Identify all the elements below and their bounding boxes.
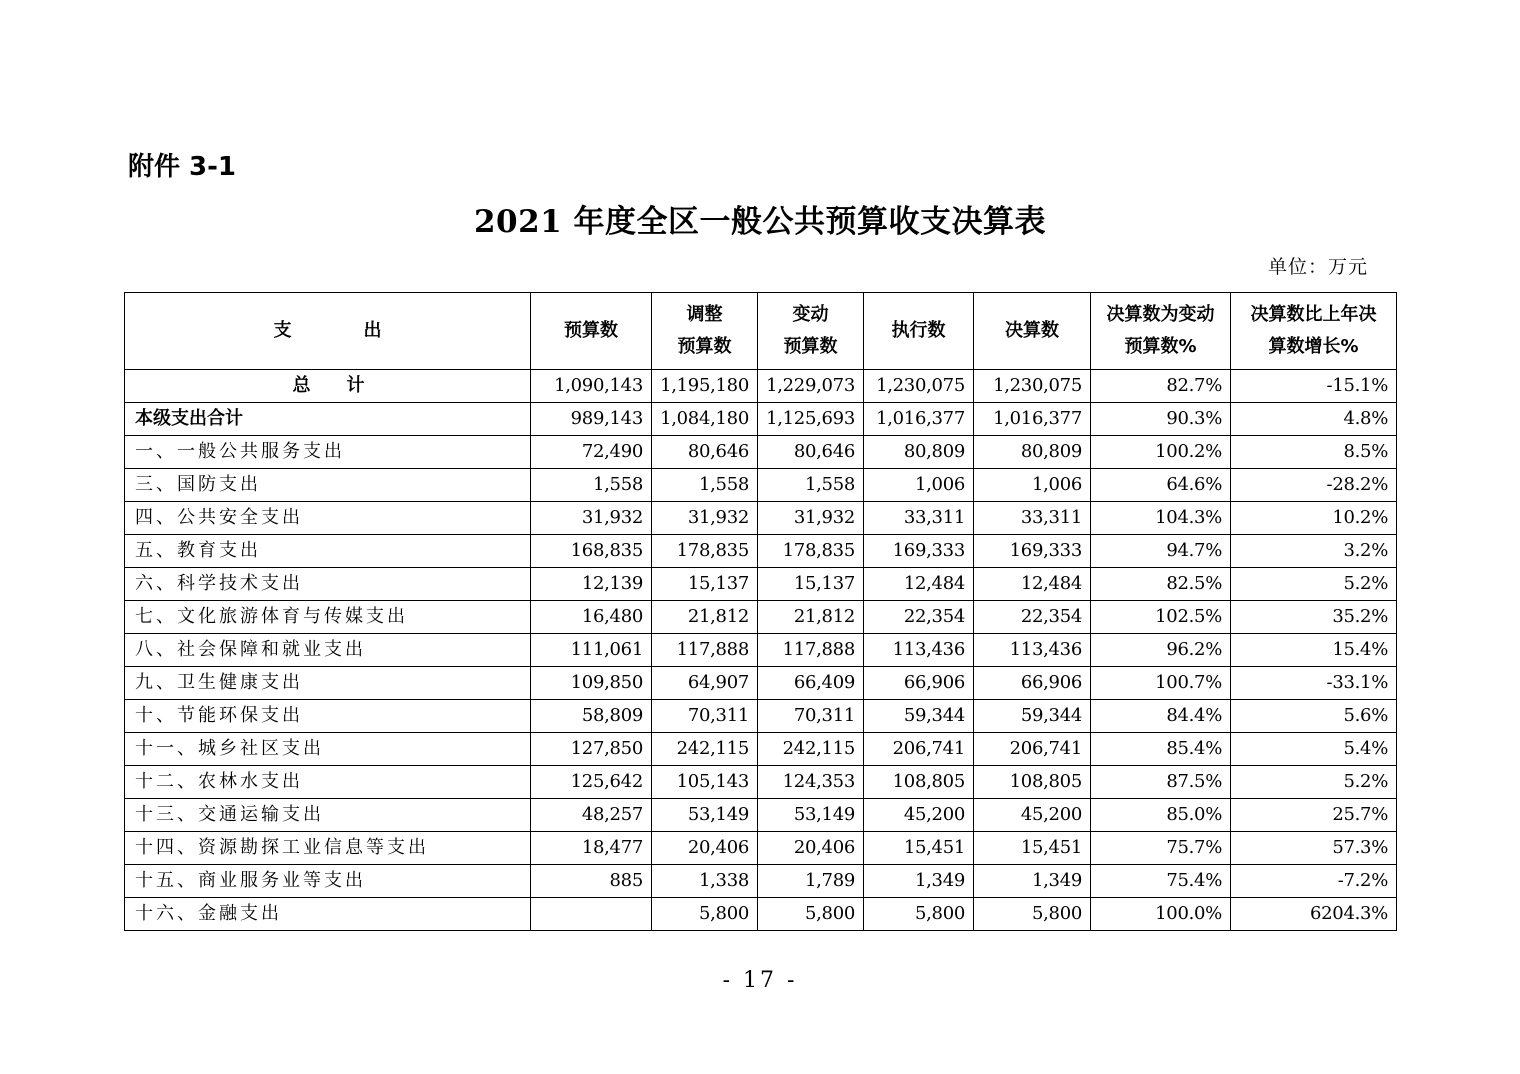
cell-ratio: 102.5% — [1091, 601, 1231, 634]
cell-adjusted: 242,115 — [652, 733, 758, 766]
cell-ratio: 104.3% — [1091, 502, 1231, 535]
cell-ratio: 82.7% — [1091, 370, 1231, 403]
table-row — [125, 436, 1397, 469]
header-changed — [758, 293, 864, 370]
table-row — [125, 898, 1397, 931]
cell-budget: 885 — [531, 865, 652, 898]
attachment-label: 附件 3-1 — [128, 152, 237, 182]
table-header-row — [125, 293, 1397, 370]
header-ratio — [1091, 293, 1231, 370]
cell-ratio: 64.6% — [1091, 469, 1231, 502]
cell-budget: 72,490 — [531, 436, 652, 469]
row-name: 十六、金融支出 — [125, 898, 531, 931]
cell-budget — [531, 898, 652, 931]
cell-changed: 53,149 — [758, 799, 864, 832]
table-row-subtotal — [125, 403, 1397, 436]
cell-executed: 169,333 — [864, 535, 974, 568]
cell-final: 5,800 — [974, 898, 1091, 931]
header-adjusted-line1: 调整 — [686, 304, 723, 325]
row-name: 一、一般公共服务支出 — [125, 436, 531, 469]
cell-growth: 5.2% — [1231, 766, 1397, 799]
row-name: 五、教育支出 — [125, 535, 531, 568]
cell-growth: 6204.3% — [1231, 898, 1397, 931]
cell-budget: 31,932 — [531, 502, 652, 535]
cell-adjusted: 1,195,180 — [652, 370, 758, 403]
cell-growth: 5.6% — [1231, 700, 1397, 733]
cell-adjusted: 105,143 — [652, 766, 758, 799]
cell-changed: 31,932 — [758, 502, 864, 535]
cell-changed: 1,125,693 — [758, 403, 864, 436]
budget-table — [124, 292, 1397, 931]
cell-final: 22,354 — [974, 601, 1091, 634]
cell-changed: 70,311 — [758, 700, 864, 733]
header-growth-line2: 算数增长% — [1268, 336, 1359, 357]
cell-ratio: 100.7% — [1091, 667, 1231, 700]
cell-adjusted: 5,800 — [652, 898, 758, 931]
table-row — [125, 865, 1397, 898]
cell-growth: -33.1% — [1231, 667, 1397, 700]
cell-budget: 58,809 — [531, 700, 652, 733]
cell-changed: 1,789 — [758, 865, 864, 898]
cell-budget: 127,850 — [531, 733, 652, 766]
cell-changed: 66,409 — [758, 667, 864, 700]
cell-executed: 1,006 — [864, 469, 974, 502]
cell-ratio: 75.4% — [1091, 865, 1231, 898]
cell-executed: 33,311 — [864, 502, 974, 535]
cell-final: 12,484 — [974, 568, 1091, 601]
document-title: 2021 年度全区一般公共预算收支决算表 — [473, 204, 1047, 240]
row-name: 十二、农林水支出 — [125, 766, 531, 799]
cell-executed: 22,354 — [864, 601, 974, 634]
cell-executed: 12,484 — [864, 568, 974, 601]
cell-executed: 15,451 — [864, 832, 974, 865]
cell-executed: 206,741 — [864, 733, 974, 766]
cell-adjusted: 53,149 — [652, 799, 758, 832]
row-name: 四、公共安全支出 — [125, 502, 531, 535]
page-number: - 17 - — [722, 968, 798, 993]
row-name: 十四、资源勘探工业信息等支出 — [125, 832, 531, 865]
cell-ratio: 100.2% — [1091, 436, 1231, 469]
cell-adjusted: 1,084,180 — [652, 403, 758, 436]
cell-final: 169,333 — [974, 535, 1091, 568]
cell-final: 1,349 — [974, 865, 1091, 898]
header-adjusted-line2: 预算数 — [677, 336, 732, 357]
cell-growth: 8.5% — [1231, 436, 1397, 469]
cell-ratio: 100.0% — [1091, 898, 1231, 931]
table-row — [125, 799, 1397, 832]
header-category: 支 出 — [125, 293, 531, 370]
table-row — [125, 535, 1397, 568]
table-row — [125, 700, 1397, 733]
cell-executed: 108,805 — [864, 766, 974, 799]
cell-changed: 124,353 — [758, 766, 864, 799]
cell-adjusted: 31,932 — [652, 502, 758, 535]
cell-final: 1,006 — [974, 469, 1091, 502]
cell-budget: 12,139 — [531, 568, 652, 601]
cell-growth: 57.3% — [1231, 832, 1397, 865]
cell-changed: 80,646 — [758, 436, 864, 469]
cell-adjusted: 15,137 — [652, 568, 758, 601]
cell-growth: 15.4% — [1231, 634, 1397, 667]
cell-ratio: 90.3% — [1091, 403, 1231, 436]
table-row — [125, 502, 1397, 535]
cell-final: 1,230,075 — [974, 370, 1091, 403]
cell-budget: 18,477 — [531, 832, 652, 865]
table-row — [125, 667, 1397, 700]
cell-adjusted: 21,812 — [652, 601, 758, 634]
cell-budget: 1,090,143 — [531, 370, 652, 403]
cell-adjusted: 70,311 — [652, 700, 758, 733]
cell-budget: 109,850 — [531, 667, 652, 700]
cell-budget: 168,835 — [531, 535, 652, 568]
cell-adjusted: 178,835 — [652, 535, 758, 568]
header-budget: 预算数 — [531, 293, 652, 370]
cell-final: 113,436 — [974, 634, 1091, 667]
cell-ratio: 96.2% — [1091, 634, 1231, 667]
header-ratio-line1: 决算数为变动 — [1106, 304, 1215, 325]
cell-ratio: 85.0% — [1091, 799, 1231, 832]
cell-executed: 5,800 — [864, 898, 974, 931]
cell-ratio: 87.5% — [1091, 766, 1231, 799]
cell-budget: 1,558 — [531, 469, 652, 502]
cell-changed: 1,558 — [758, 469, 864, 502]
cell-final: 108,805 — [974, 766, 1091, 799]
cell-final: 66,906 — [974, 667, 1091, 700]
cell-growth: -28.2% — [1231, 469, 1397, 502]
row-name: 十、节能环保支出 — [125, 700, 531, 733]
cell-growth: 10.2% — [1231, 502, 1397, 535]
row-name: 八、社会保障和就业支出 — [125, 634, 531, 667]
cell-growth: -7.2% — [1231, 865, 1397, 898]
cell-adjusted: 1,558 — [652, 469, 758, 502]
header-changed-line1: 变动 — [792, 304, 829, 325]
table-row — [125, 634, 1397, 667]
cell-growth: -15.1% — [1231, 370, 1397, 403]
cell-final: 80,809 — [974, 436, 1091, 469]
cell-growth: 4.8% — [1231, 403, 1397, 436]
cell-executed: 45,200 — [864, 799, 974, 832]
cell-changed: 5,800 — [758, 898, 864, 931]
cell-final: 1,016,377 — [974, 403, 1091, 436]
cell-final: 33,311 — [974, 502, 1091, 535]
header-executed: 执行数 — [864, 293, 974, 370]
row-name: 六、科学技术支出 — [125, 568, 531, 601]
cell-adjusted: 80,646 — [652, 436, 758, 469]
row-name: 本级支出合计 — [125, 403, 531, 436]
cell-growth: 3.2% — [1231, 535, 1397, 568]
cell-growth: 5.4% — [1231, 733, 1397, 766]
table-row — [125, 469, 1397, 502]
row-name: 总 计 — [125, 370, 531, 403]
cell-changed: 1,229,073 — [758, 370, 864, 403]
cell-ratio: 75.7% — [1091, 832, 1231, 865]
table-row — [125, 733, 1397, 766]
cell-changed: 21,812 — [758, 601, 864, 634]
cell-executed: 1,016,377 — [864, 403, 974, 436]
row-name: 十一、城乡社区支出 — [125, 733, 531, 766]
cell-ratio: 84.4% — [1091, 700, 1231, 733]
cell-growth: 5.2% — [1231, 568, 1397, 601]
cell-adjusted: 117,888 — [652, 634, 758, 667]
cell-ratio: 85.4% — [1091, 733, 1231, 766]
header-changed-line2: 预算数 — [783, 336, 838, 357]
header-adjusted — [652, 293, 758, 370]
row-name: 七、文化旅游体育与传媒支出 — [125, 601, 531, 634]
cell-adjusted: 20,406 — [652, 832, 758, 865]
table-row — [125, 568, 1397, 601]
cell-executed: 113,436 — [864, 634, 974, 667]
cell-changed: 20,406 — [758, 832, 864, 865]
cell-budget: 989,143 — [531, 403, 652, 436]
cell-final: 59,344 — [974, 700, 1091, 733]
cell-final: 206,741 — [974, 733, 1091, 766]
row-name: 十五、商业服务业等支出 — [125, 865, 531, 898]
cell-budget: 48,257 — [531, 799, 652, 832]
header-growth-line1: 决算数比上年决 — [1250, 304, 1377, 325]
cell-executed: 80,809 — [864, 436, 974, 469]
cell-executed: 1,349 — [864, 865, 974, 898]
cell-growth: 25.7% — [1231, 799, 1397, 832]
cell-executed: 59,344 — [864, 700, 974, 733]
cell-adjusted: 64,907 — [652, 667, 758, 700]
cell-adjusted: 1,338 — [652, 865, 758, 898]
row-name: 十三、交通运输支出 — [125, 799, 531, 832]
cell-executed: 66,906 — [864, 667, 974, 700]
cell-changed: 15,137 — [758, 568, 864, 601]
unit-label: 单位：万元 — [1267, 256, 1368, 278]
table-row — [125, 832, 1397, 865]
table-row — [125, 601, 1397, 634]
header-growth — [1231, 293, 1397, 370]
cell-budget: 111,061 — [531, 634, 652, 667]
header-ratio-line2: 预算数% — [1124, 336, 1197, 357]
row-name: 三、国防支出 — [125, 469, 531, 502]
cell-final: 45,200 — [974, 799, 1091, 832]
table-row — [125, 766, 1397, 799]
header-final: 决算数 — [974, 293, 1091, 370]
cell-executed: 1,230,075 — [864, 370, 974, 403]
cell-final: 15,451 — [974, 832, 1091, 865]
cell-changed: 242,115 — [758, 733, 864, 766]
cell-changed: 178,835 — [758, 535, 864, 568]
row-name: 九、卫生健康支出 — [125, 667, 531, 700]
cell-ratio: 82.5% — [1091, 568, 1231, 601]
cell-changed: 117,888 — [758, 634, 864, 667]
cell-budget: 125,642 — [531, 766, 652, 799]
cell-ratio: 94.7% — [1091, 535, 1231, 568]
cell-budget: 16,480 — [531, 601, 652, 634]
cell-growth: 35.2% — [1231, 601, 1397, 634]
table-row-total — [125, 370, 1397, 403]
